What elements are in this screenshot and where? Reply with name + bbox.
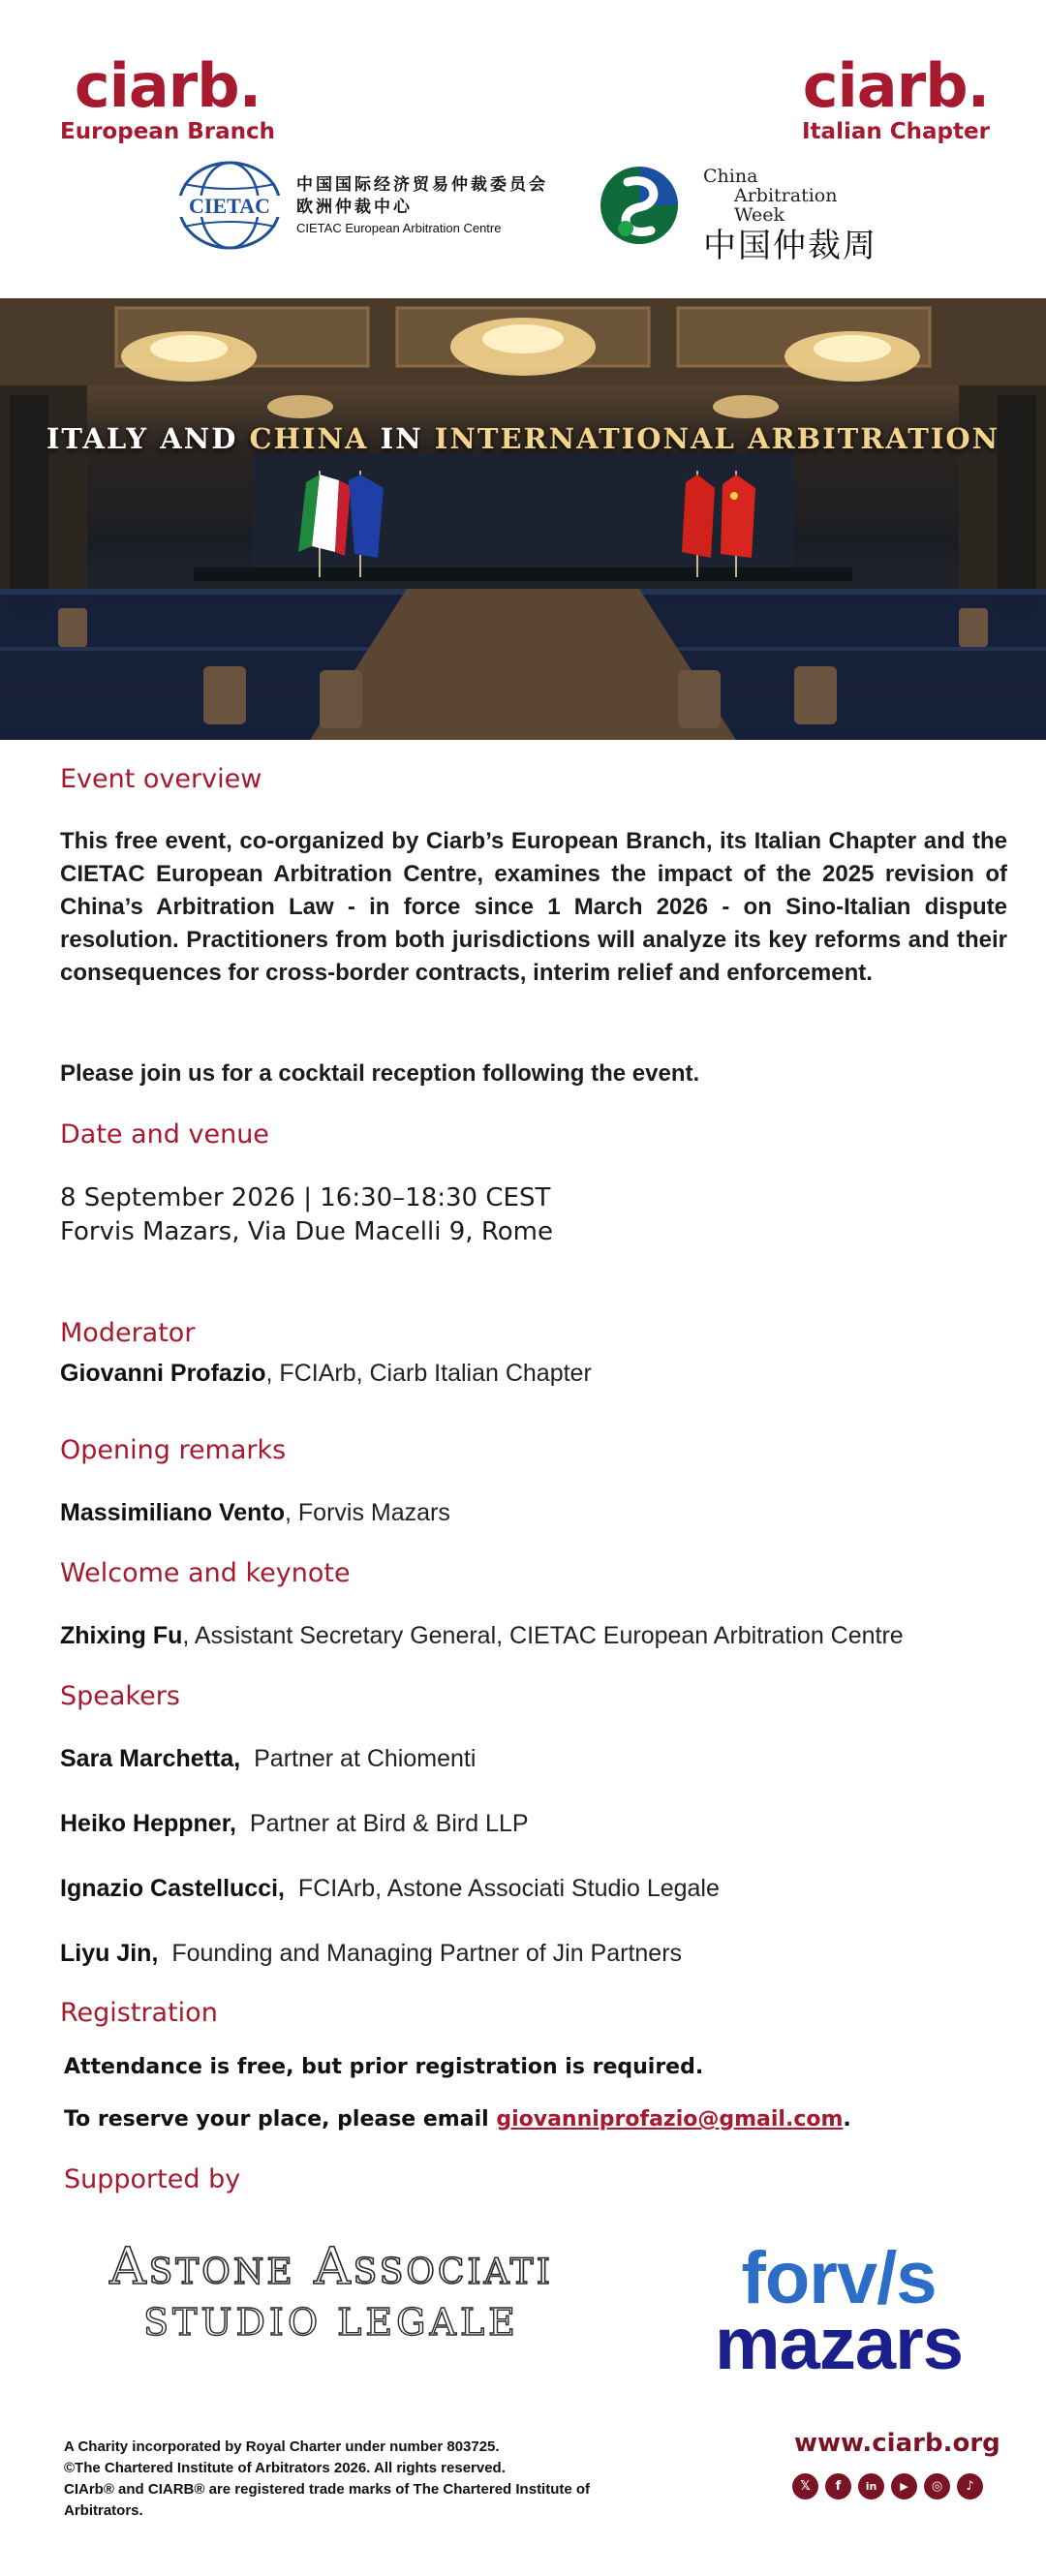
speaker-name: Heiko Heppner,	[60, 1810, 236, 1837]
event-overview-section	[60, 763, 1007, 796]
youtube-icon[interactable]: ▶	[891, 2473, 917, 2499]
event-overview-heading: Event overview	[60, 764, 262, 794]
reception-note: Please join us for a cocktail reception following the event.	[60, 1060, 700, 1087]
footer-trademark-line: CIArb® and CIARB® are registered trade marks of The Chartered Institute of Arbitrators.	[64, 2481, 591, 2519]
website-link[interactable]: www.ciarb.org	[794, 2429, 1000, 2458]
keynote-speaker-name: Zhixing Fu	[60, 1622, 183, 1649]
china-arbitration-week-logo	[599, 161, 889, 265]
astone-logo-line1: Astone Associati	[109, 2238, 553, 2296]
welcome-keynote-heading: Welcome and keynote	[60, 1558, 351, 1588]
caw-english-line2: Arbitration Week	[734, 185, 838, 226]
caw-swirl-icon	[599, 161, 686, 250]
ciarb-italian-chapter-logo	[802, 50, 990, 145]
opening-remarks-entry	[60, 1497, 1007, 1528]
opening-speaker-role: , Forvis Mazars	[285, 1499, 450, 1526]
speakers-section	[60, 1680, 1007, 1713]
date-venue-body	[60, 1181, 1007, 1249]
caw-english-line1: China	[703, 166, 758, 187]
footer-charity-line: A Charity incorporated by Royal Charter under number 803725.	[64, 2438, 500, 2455]
ciarb-wordmark: ciarb.	[74, 50, 262, 121]
registration-suffix: .	[843, 2107, 851, 2131]
social-links	[792, 2473, 983, 2499]
hero-title	[0, 422, 1046, 455]
speaker-role: FCIArb, Astone Associati Studio Legale	[297, 1875, 720, 1902]
registration-heading: Registration	[60, 1998, 218, 2028]
speaker-item	[60, 1808, 1007, 1873]
event-overview-body	[60, 825, 1007, 990]
date-venue-section	[60, 1119, 1007, 1151]
tiktok-icon[interactable]: ♪	[957, 2473, 983, 2499]
forvis-logo-line1: forv/s	[741, 2237, 937, 2319]
x-icon[interactable]: 𝕏	[792, 2473, 818, 2499]
hero-title-part: CHINA	[249, 422, 369, 455]
registration-requirement: Attendance is free, but prior registration is required.	[64, 2055, 704, 2079]
keynote-entry	[60, 1620, 1007, 1651]
reception-note-wrap	[60, 1058, 1007, 1090]
ciarb-chapter-label: Italian Chapter	[802, 119, 990, 144]
astone-associati-logo	[60, 2237, 602, 2347]
conference-hall-illustration	[0, 298, 1046, 740]
supported-by-heading: Supported by	[64, 2164, 241, 2194]
speaker-name: Ignazio Castellucci,	[60, 1875, 286, 1902]
supported-by-section	[64, 2163, 1011, 2196]
registration-section	[60, 1997, 1007, 2030]
cietac-chinese-name: 中国国际经济贸易仲裁委员会	[296, 175, 548, 195]
speaker-name: Liyu Jin,	[60, 1940, 159, 1967]
moderator-section	[60, 1317, 1007, 1389]
ciarb-branch-label: European Branch	[60, 119, 275, 144]
moderator-role: , FCIArb, Ciarb Italian Chapter	[265, 1360, 592, 1387]
ciarb-european-branch-logo	[60, 50, 275, 145]
event-date: 8 September 2026 | 16:30–18:30 CEST	[60, 1183, 551, 1212]
opening-remarks-section	[60, 1434, 1007, 1467]
speakers-list	[60, 1743, 1007, 2003]
cietac-logo	[176, 161, 583, 250]
moderator-name: Giovanni Profazio	[60, 1360, 266, 1387]
hero-title-part: INTERNATIONAL ARBITRATION	[434, 422, 1000, 455]
registration-instructions	[64, 2105, 1011, 2134]
registration-email-link[interactable]: giovanniprofazio@gmail.com	[496, 2107, 844, 2131]
speaker-role: Partner at Chiomenti	[254, 1745, 477, 1772]
forvis-mazars-logo	[703, 2237, 974, 2385]
registration-body	[64, 2053, 1011, 2134]
date-venue-heading: Date and venue	[60, 1119, 269, 1150]
hero-title-part: ITALY AND	[46, 422, 250, 455]
linkedin-icon[interactable]: in	[858, 2473, 884, 2499]
opening-remarks-heading: Opening remarks	[60, 1435, 287, 1465]
welcome-keynote-body	[60, 1620, 1007, 1651]
speaker-role: Partner at Bird & Bird LLP	[249, 1810, 529, 1837]
cietac-emblem-text: CIETAC	[189, 194, 270, 218]
moderator-heading: Moderator	[60, 1318, 196, 1348]
mazars-logo-line2: mazars	[715, 2303, 963, 2385]
opening-remarks-body	[60, 1497, 1007, 1528]
instagram-icon[interactable]: ◎	[924, 2473, 950, 2499]
event-overview-paragraph: This free event, co-organized by Ciarb’s European Branch, its Italian Chapter and the CIETAC European Arbitration Centre, examines the impact of the 2025 revision of China’s Arbitration Law - in force since 1 March 2026 - on Sino-Italian dispute resolution. Practitioners from both jurisdictions will analyze its key reforms and their consequences for cross-border contracts, interim relief and enforcement.	[60, 828, 1007, 986]
speaker-role: Founding and Managing Partner of Jin Partners	[171, 1940, 683, 1967]
speaker-item	[60, 1938, 1007, 2003]
speakers-heading: Speakers	[60, 1681, 180, 1711]
welcome-keynote-section	[60, 1557, 1007, 1590]
facebook-icon[interactable]: f	[825, 2473, 851, 2499]
footer-copyright-line: ©The Chartered Institute of Arbitrators 2026. All rights reserved.	[64, 2460, 506, 2476]
registration-prefix: To reserve your place, please email	[64, 2107, 497, 2131]
moderator-entry	[60, 1358, 1007, 1389]
footer-legal	[64, 2437, 664, 2522]
opening-speaker-name: Massimiliano Vento	[60, 1499, 286, 1526]
hero-title-part: IN	[368, 422, 435, 455]
astone-logo-line2: STUDIO LEGALE	[143, 2301, 519, 2344]
hero-banner	[0, 298, 1046, 740]
speaker-name: Sara Marchetta,	[60, 1745, 241, 1772]
caw-chinese-title: 中国仲裁周	[703, 227, 877, 265]
speaker-item	[60, 1743, 1007, 1808]
ciarb-wordmark: ciarb.	[802, 50, 990, 121]
keynote-speaker-role: , Assistant Secretary General, CIETAC European Arbitration Centre	[182, 1622, 904, 1649]
event-venue: Forvis Mazars, Via Due Macelli 9, Rome	[60, 1217, 553, 1246]
speaker-item	[60, 1873, 1007, 1938]
cietac-globe-icon	[176, 161, 283, 250]
cietac-chinese-centre: 欧洲仲裁中心	[296, 198, 413, 217]
cietac-english-name: CIETAC European Arbitration Centre	[296, 221, 502, 235]
